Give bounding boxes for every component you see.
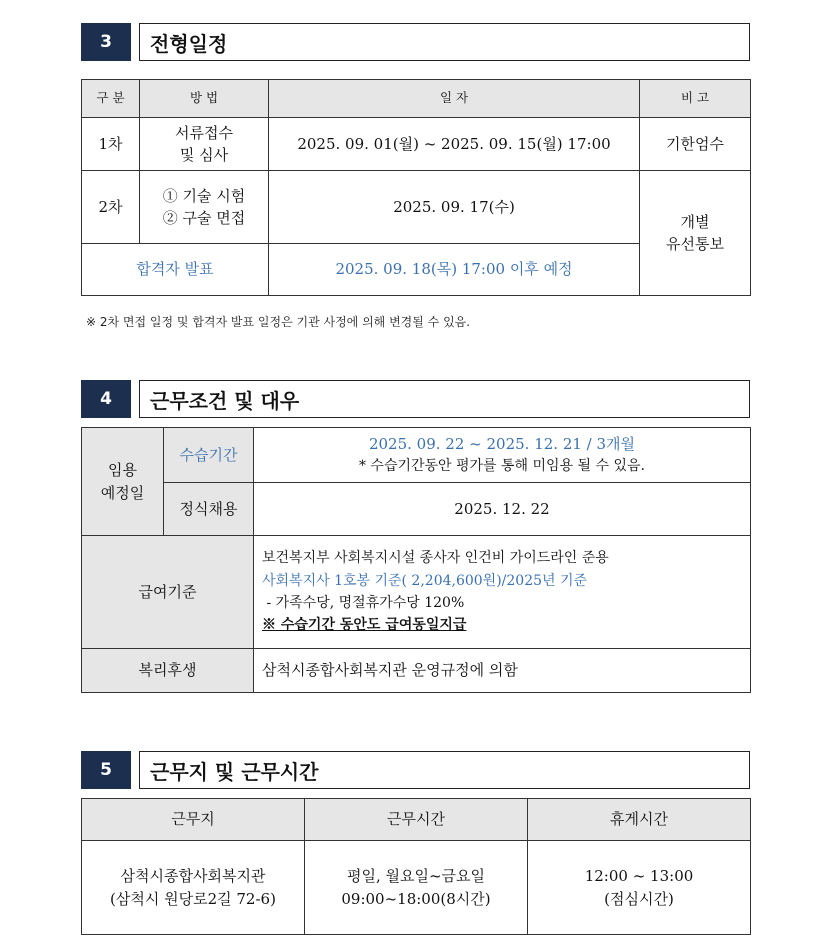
date-2: 2025. 09. 17(수) [269,171,640,244]
header-date: 일 자 [269,80,640,118]
regular-row [82,483,751,536]
section-5-header [81,751,750,789]
salary-row [82,536,751,649]
section-5-number: 5 [81,751,131,789]
schedule-note: ※ 2차 면접 일정 및 합격자 발표 일정은 기관 사정에 의해 변경될 수 있음. [86,315,471,329]
probation-note: * 수습기간동안 평가를 통해 미임용 될 수 있음. [358,457,646,474]
regular-label: 정식채용 [164,483,254,536]
work-hours-value: 평일, 월요일~금요일 09:00~18:00(8시간) [305,841,528,935]
header-break-time: 휴게시간 [528,799,751,841]
welfare-value: 삼척시종합사회복지관 운영규정에 의함 [254,649,751,693]
workplace-row [82,841,751,935]
schedule-table [81,79,751,296]
regular-value: 2025. 12. 22 [254,483,751,536]
workplace-value: 삼척시종합사회복지관 (삼척시 원당로2길 72-6) [82,841,305,935]
salary-line-1: 보건복지부 사회복지시설 종사자 인건비 가이드라인 준용 [262,550,609,567]
stage-1: 1차 [82,118,140,171]
section-3-title: 전형일정 [139,23,750,61]
schedule-header-row [82,80,751,118]
appointment-label: 임용 예정일 [82,428,164,536]
probation-label: 수습기간 [164,428,254,483]
header-work-hours: 근무시간 [305,799,528,841]
schedule-row-2 [82,171,751,244]
workplace-header-row [82,799,751,841]
header-remark: 비 고 [640,80,751,118]
date-1: 2025. 09. 01(월) ~ 2025. 09. 15(월) 17:00 [269,118,640,171]
break-time-value: 12:00 ~ 13:00 (점심시간) [528,841,751,935]
section-4-header [81,380,750,418]
conditions-table [81,427,751,693]
welfare-label: 복리후생 [82,649,254,693]
method-1: 서류접수 및 심사 [140,118,269,171]
remark-2: 개별 유선통보 [640,171,751,296]
header-category: 구 분 [82,80,140,118]
salary-line-2: 사회복지사 1호봉 기준( 2,204,600원)/2025년 기준 [262,572,588,589]
schedule-row-1 [82,118,751,171]
remark-1: 기한엄수 [640,118,751,171]
section-3-number: 3 [81,23,131,61]
announcement-date: 2025. 09. 18(목) 17:00 이후 예정 [269,244,640,296]
section-4-title: 근무조건 및 대우 [139,380,750,418]
header-workplace: 근무지 [82,799,305,841]
salary-line-4: ※ 수습기간 동안도 급여동일지급 [262,617,467,634]
announcement-label: 합격자 발표 [82,244,269,296]
section-4-number: 4 [81,380,131,418]
salary-cell [254,536,751,649]
salary-line-3: - 가족수당, 명절휴가수당 120% [262,595,465,611]
welfare-row [82,649,751,693]
probation-row [82,428,751,483]
section-3-header [81,23,750,61]
header-method: 방 법 [140,80,269,118]
method-2: ① 기술 시험 ② 구술 면접 [140,171,269,244]
probation-cell [254,428,751,483]
stage-2: 2차 [82,171,140,244]
workplace-table [81,798,751,935]
salary-label: 급여기준 [82,536,254,649]
probation-value: 2025. 09. 22 ~ 2025. 12. 21 / 3개월 [368,435,636,454]
section-5-title: 근무지 및 근무시간 [139,751,750,789]
